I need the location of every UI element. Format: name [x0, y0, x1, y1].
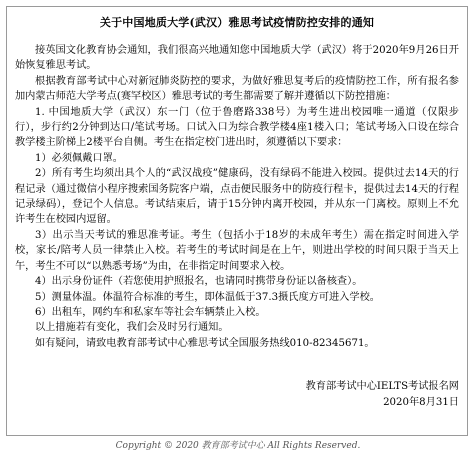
- notice-subitem-mask: 1）必须佩戴口罩。: [35, 152, 123, 164]
- notice-subitem-temperature: 5）测量体温。体温符合标准的考生，即体温低于37.3摄氏度方可进入学校。: [35, 291, 380, 303]
- notice-paragraph-changes: 以上措施若有变化，我们会及时另行通知。: [35, 322, 229, 334]
- notice-subitem-health-code: 2）所有考生均须出具个人的“武汉战疫”健康码，没有绿码不能进入校园。提供过去14天的行程记录（通过微信小程序搜索国务院客户端，点击便民服务中的防疫行程卡，提供过去14天的行程记录绿码），登记个人信息。考试结束后，请于15分钟内离开校园，并从东一门离校。原则上不允许考生在校园内逗留。: [15, 168, 459, 226]
- notice-paragraph-intro: 接英国文化教育协会通知，我们很高兴地通知您中国地质大学（武汉）将于2020年9月26日开始恢复雅思考试。: [15, 45, 459, 72]
- notice-subitem-vehicles: 6）出租车，网约车和私家车等社会车辆禁止入校。: [35, 306, 266, 318]
- footer-copyright: Copyright © 2020 教育部考试中心 All Rights Reserved.: [115, 441, 361, 451]
- notice-subitem-id-document: 4）出示身份证件（若您使用护照报名，也请同时携带身份证以备核查）。: [35, 276, 363, 288]
- notice-paragraph-requirements: 根据教育部考试中心对新冠肺炎防控的要求，为做好雅思复考后的疫情防控工作，所有报名参加内蒙古师范大学考点(赛罕校区）雅思考试的考生都需要了解并遵循以下防控措施：: [15, 75, 459, 103]
- notice-item-1-campus-gate: 1. 中国地质大学（武汉）东一门（位于鲁磨路338号）为考生进出校园唯一通道（仅限步行），步行约2分钟到达口/笔试考场。口试入口为综合教学楼4座1楼入口；笔试考场入口设在综合教学楼主阶梯上2楼平台自侧。考生在指定校门进出时，须遵循以下要求：: [15, 106, 459, 149]
- notice-panel: [6, 6, 468, 436]
- notice-paragraph-hotline: 如有疑问，请致电教育部考试中心雅思考试全国服务热线010-82345671。: [35, 337, 375, 349]
- signature-org: 教育部考试中心IELTS考试报名网: [305, 381, 459, 393]
- signature-date: 2020年8月31日: [383, 396, 459, 408]
- notice-subitem-admission-ticket: 3）出示当天考试的雅思准考证。考生（包括小于18岁的未成年考生）需在指定时间进入学校，家长/陪考人员一律禁止入校。若考生的考试时间是在上午，则进出学校的时间只限于当天上午，考生不可以“以熟悉考场”为由，在非指定时间要求入校。: [15, 229, 459, 272]
- notice-title: 关于中国地质大学(武汉）雅思考试疫情防控安排的通知: [99, 16, 375, 29]
